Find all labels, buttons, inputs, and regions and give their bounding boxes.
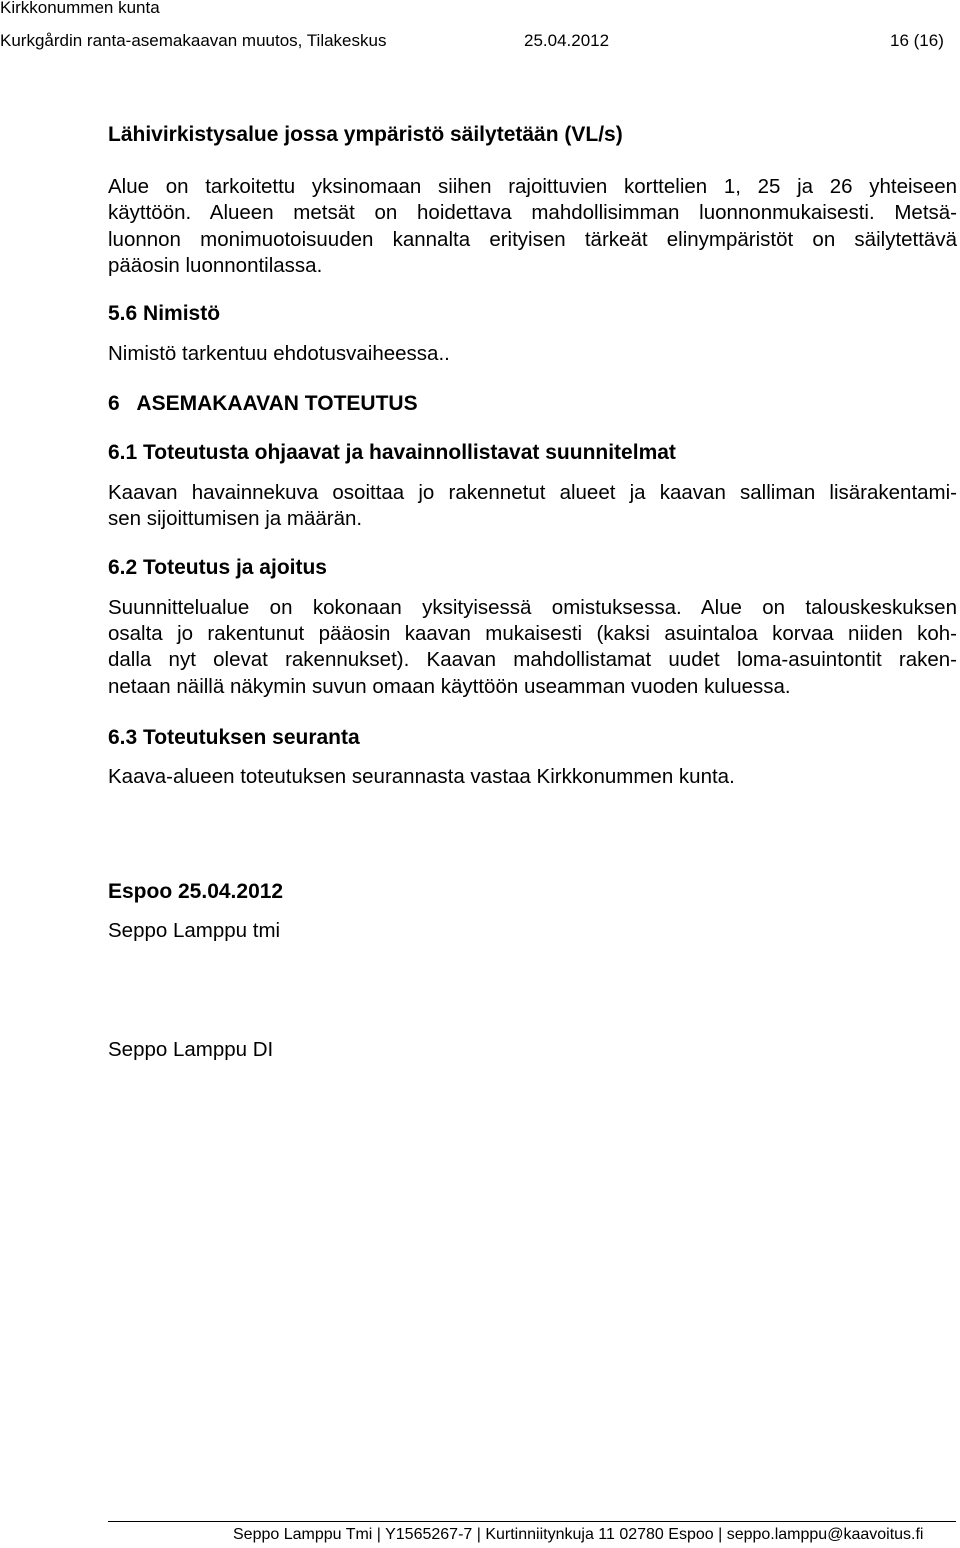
signature-company: Seppo Lamppu tmi bbox=[108, 919, 281, 942]
section-6-2-text-line-1: Suunnittelualue on kokonaan yksityisessä omistuksessa. Alue on talouskeskuksen bbox=[108, 596, 957, 619]
section-6-3-text: Kaava-alueen toteutuksen seurannasta vastaa Kirkkonummen kunta. bbox=[108, 765, 735, 788]
vl-text-line-2: käyttöön. Alueen metsät on hoidettava mahdollisimman luonnonmukaisesti. Metsä- bbox=[108, 201, 957, 224]
section-6-1-heading: 6.1 Toteutusta ohjaavat ja havainnollistavat suunnitelmat bbox=[108, 441, 676, 464]
vl-text-line-3: luonnon monimuotoisuuden kannalta erityisen tärkeät elinympäristöt on säilytettävä bbox=[108, 228, 957, 251]
section-6-1-text-line-2: sen sijoittumisen ja määrän. bbox=[108, 507, 363, 530]
vl-heading: Lähivirkistysalue jossa ympäristö säilytetään (VL/s) bbox=[108, 123, 623, 146]
section-6-2-heading: 6.2 Toteutus ja ajoitus bbox=[108, 556, 327, 579]
footer-contact: Seppo Lamppu Tmi | Y1565267-7 | Kurtinniitynkuja 11 02780 Espoo | seppo.lamppu@kaavoitus.fi bbox=[233, 1526, 924, 1543]
vl-text-line-4: pääosin luonnontilassa. bbox=[108, 254, 323, 277]
section-6-2-text-line-3: dalla nyt olevat rakennukset). Kaavan mahdollistamat uudet loma-asuintontit raken- bbox=[108, 648, 957, 671]
section-5-6-text: Nimistö tarkentuu ehdotusvaiheessa.. bbox=[108, 342, 450, 365]
section-6-3-heading: 6.3 Toteutuksen seuranta bbox=[108, 726, 360, 749]
section-6-2-text-line-4: netaan näillä näkymin suvun omaan käyttöön useamman vuoden kuluessa. bbox=[108, 675, 791, 698]
section-6-2-text-line-2: osalta jo rakentunut pääosin kaavan mukaisesti (kaksi asuintaloa korvaa niiden koh- bbox=[108, 622, 957, 645]
document-title: Kurkgårdin ranta-asemakaavan muutos, Tilakeskus bbox=[0, 31, 387, 50]
section-5-6-heading: 5.6 Nimistö bbox=[108, 302, 221, 325]
vl-text-line-1: Alue on tarkoitettu yksinomaan siihen rajoittuvien korttelien 1, 25 ja 26 yhteiseen bbox=[108, 175, 957, 198]
footer-divider bbox=[108, 1521, 956, 1522]
document-date: 25.04.2012 bbox=[524, 31, 610, 50]
organization-name: Kirkkonummen kunta bbox=[0, 0, 160, 17]
signature-signer: Seppo Lamppu DI bbox=[108, 1038, 274, 1061]
section-6-1-text-line-1: Kaavan havainnekuva osoittaa jo rakennetut alueet ja kaavan salliman lisärakentami- bbox=[108, 481, 957, 504]
page-number: 16 (16) bbox=[890, 31, 944, 50]
section-6-heading: 6 ASEMAKAAVAN TOTEUTUS bbox=[108, 392, 418, 415]
signature-place-date: Espoo 25.04.2012 bbox=[108, 880, 284, 903]
